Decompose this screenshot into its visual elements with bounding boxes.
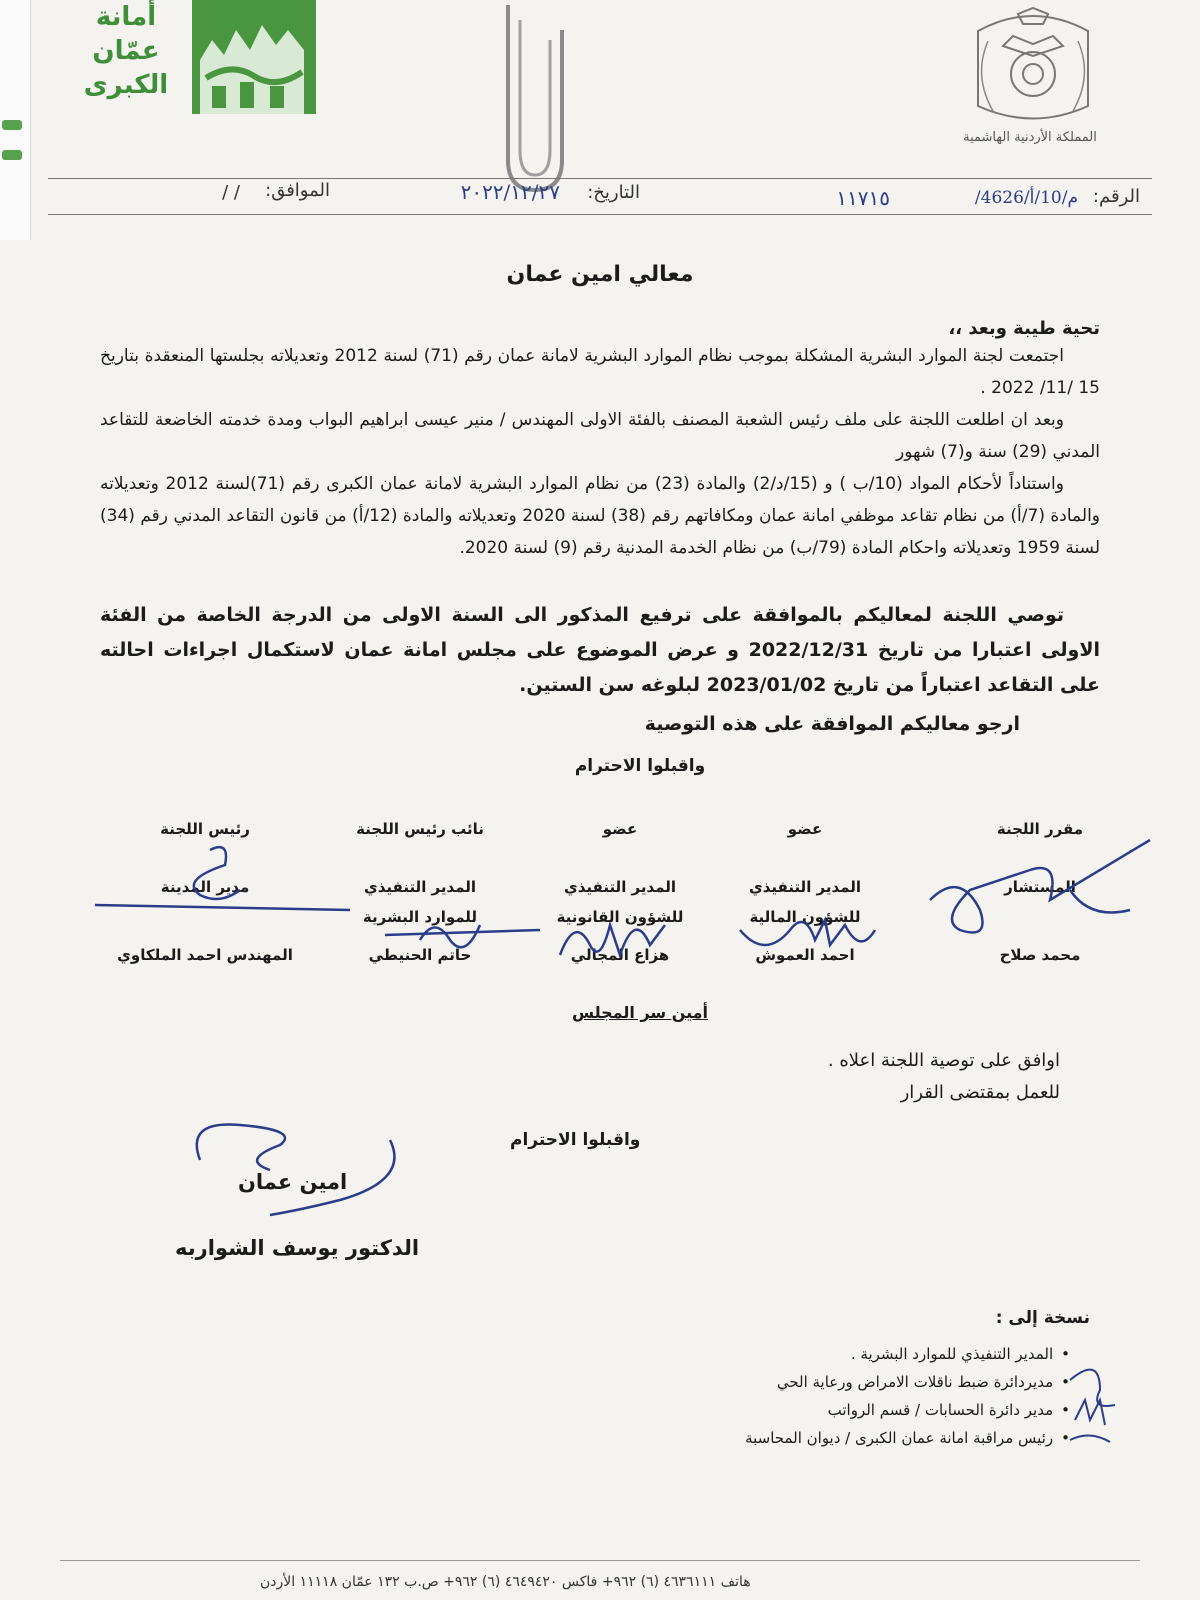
approval-text (828, 1045, 1060, 1109)
list-item: • رئيس مراقبة امانة عمان الكبرى / ديوان المحاسبة (745, 1424, 1070, 1452)
signatory-name: هزاع المجالي (570, 946, 670, 964)
kingdom-caption: المملكة الأردنية الهاشمية (963, 130, 1097, 145)
closing-1: واقبلوا الاحترام (574, 756, 706, 776)
approval-line-2: للعمل بمقتضى القرار (900, 1082, 1060, 1103)
list-item: • مدير دائرة الحسابات / قسم الرواتب (745, 1396, 1070, 1424)
signatory-role: رئيس اللجنة (160, 820, 250, 838)
ref-value: م/10/أ/4626/ (974, 188, 1078, 208)
initials-signature-icon (1060, 1360, 1140, 1450)
signatory-position: المدير التنفيذي للشؤون القانونية (556, 878, 684, 926)
paragraph-3: واستناداً لأحكام المواد (10/ب ) و (15/د/2) والمادة (23) من نظام الموارد البشرية لامانة عمان الكبرى رقم (71)لسنة 2012 وتعديلاته والمادة (7/أ) من نظام تقاعد موظفي امانة عمان ومكافاتهم رقم (38) لسنة 2020 وتعديلاته والمادة (12/أ) من قانون التقاعد المدني رقم (34) لسنة 1959 وتعديلاته واحكام المادة (79/ب) من نظام الخدمة المدنية رقم (9) لسنة 2020. (100, 474, 1100, 558)
signatory-position: المدير التنفيذي للشؤون المالية (748, 878, 862, 926)
adjacent-page-edge (0, 0, 31, 240)
signatory-name: المهندس احمد الملكاوي (117, 946, 293, 964)
mayor-name: الدكتور يوسف الشواربه (175, 1236, 420, 1260)
ref-number: ١١٧١٥ (836, 186, 890, 210)
addressee: معالي امين عمان (506, 262, 694, 287)
footer-address: هاتف ٤٦٣٦١١١ (٦) ٩٦٢+ فاكس ٤٦٤٩٤٢٠ (٦) ٩٦٢+ ص.ب ١٣٢ عمّان ١١١١٨ الأردن (260, 1574, 751, 1590)
signatory-role: نائب رئيس اللجنة (356, 820, 484, 838)
paragraph-2: وبعد ان اطلعت اللجنة على ملف رئيس الشعبة المصنف بالفئة الاولى المهندس / منير عيسى ابراهيم البواب ومدة خدمته الخاضعة للتقاعد المدني (29) سنة و(7) شهور (100, 410, 1100, 462)
footer-rule (60, 1560, 1140, 1561)
greeting: تحية طيبة وبعد ،، (948, 318, 1100, 339)
ref-label: الرقم: (1092, 186, 1140, 207)
signatory-chair (90, 820, 320, 964)
signatory-role: عضو (787, 820, 823, 838)
distribution-title: نسخة إلى : (995, 1308, 1090, 1328)
list-item: • المدير التنفيذي للموارد البشرية . (745, 1340, 1070, 1368)
paragraph-1: اجتمعت لجنة الموارد البشرية المشكلة بموجب نظام الموارد البشرية لامانة عمان رقم (71) لسنة 2012 وتعديلاته بجلستها المنعقدة بتاريخ 15 /11/ 2022 . (100, 346, 1100, 398)
signatory-name: محمد صلاح (999, 946, 1081, 964)
signatory-vice-chair (320, 820, 520, 964)
signatory-position: مدير المدينة (160, 878, 250, 896)
approval-line-1: اوافق على توصية اللجنة اعلاه . (827, 1050, 1060, 1071)
request: ارجو معاليكم الموافقة على هذه التوصية (644, 713, 1020, 735)
signatory-name: احمد العموش (755, 946, 855, 964)
council-secretary-title: أمين سر المجلس (571, 1003, 709, 1022)
signatory-position: المدير التنفيذي للموارد البشرية (362, 878, 478, 926)
corresponding-label: الموافق: (265, 180, 330, 201)
closing-2: واقبلوا الاحترام (510, 1130, 641, 1150)
mayor-signature-icon (180, 1100, 420, 1230)
signatory-member-legal (520, 820, 720, 964)
signatory-name: حاتم الحنيطي (368, 946, 472, 964)
signatory-member-finance (705, 820, 905, 964)
corresponding-value: / / (222, 182, 240, 203)
mayor-title: امين عمان (238, 1170, 348, 1194)
distribution-list (745, 1340, 1070, 1452)
date-label: التاريخ: (587, 182, 640, 203)
paper-clip-icon (490, 0, 580, 200)
municipality-logo-icon (192, 0, 316, 114)
reference-row (70, 178, 1140, 218)
recommendation: توصي اللجنة لمعاليكم بالموافقة على ترفيع المذكور الى السنة الاولى من الدرجة الخاصة من الفئة الاولى اعتبارا من تاريخ 2022/12/31 و عرض الموضوع على مجلس امانة عمان لاستكمال اجراءات احالته على التقاعد اعتباراً من تاريخ 2023/01/02 لبلوغه سن الستين. (100, 604, 1100, 696)
signatory-position: المستشار (1004, 878, 1076, 896)
list-item: • مديردائرة ضبط ناقلات الامراض ورعاية الحي (745, 1368, 1070, 1396)
date-value: ٢٠٢٢/١٢/٢٧ (460, 180, 560, 204)
green-mark-icon (2, 150, 22, 160)
royal-crest-icon (958, 6, 1108, 131)
signatory-rapporteur (940, 820, 1140, 964)
municipality-logo-text: أمانة عمّان الكبرى (83, 2, 169, 100)
signatory-role: مقرر اللجنة (996, 820, 1084, 838)
green-mark-icon (2, 120, 22, 130)
signatory-role: عضو (602, 820, 638, 838)
